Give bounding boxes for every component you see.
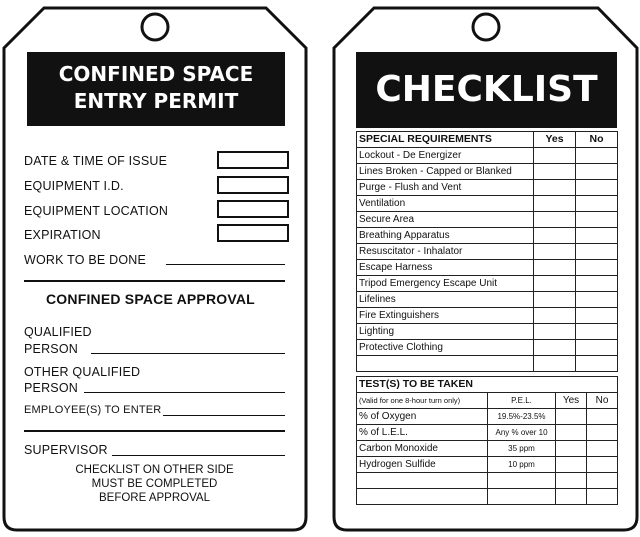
yes-checkbox[interactable] [534, 196, 576, 212]
note-line2: MUST BE COMPLETED [91, 478, 218, 490]
requirement-row [357, 196, 618, 212]
no-checkbox[interactable] [576, 292, 618, 308]
yes-checkbox[interactable] [534, 308, 576, 324]
blank-pel-cell[interactable] [488, 489, 556, 505]
yes-checkbox[interactable] [534, 260, 576, 276]
yes-checkbox[interactable] [534, 228, 576, 244]
test-row-blank [357, 473, 618, 489]
requirement-label: Fire Extinguishers [357, 308, 534, 324]
work-to-be-done-label: WORK TO BE DONE [24, 253, 147, 267]
right-tag-eyelet [473, 14, 499, 40]
permit-title-line2: ENTRY PERMIT [73, 89, 239, 113]
date-time-field[interactable] [217, 151, 289, 169]
no-checkbox[interactable] [576, 164, 618, 180]
requirement-row [357, 244, 618, 260]
supervisor-divider [24, 430, 285, 432]
expiration-label: EXPIRATION [24, 228, 101, 242]
test-pel: 10 ppm [488, 457, 556, 473]
no-checkbox[interactable] [576, 356, 618, 372]
note-line3: BEFORE APPROVAL [99, 492, 210, 504]
blank-test-cell[interactable] [357, 473, 488, 489]
yes-checkbox[interactable] [534, 356, 576, 372]
test-row [357, 425, 618, 441]
tests-header: TEST(S) TO BE TAKEN [357, 377, 618, 393]
no-checkbox[interactable] [576, 212, 618, 228]
requirement-label: Escape Harness [357, 260, 534, 276]
note-line1: CHECKLIST ON OTHER SIDE [75, 464, 234, 476]
no-header: No [576, 132, 618, 148]
requirement-label: Purge - Flush and Vent [357, 180, 534, 196]
permit-title-banner [27, 52, 285, 126]
requirement-label: Lifelines [357, 292, 534, 308]
test-name: Carbon Monoxide [357, 441, 488, 457]
equipment-id-field[interactable] [217, 176, 289, 194]
yes-checkbox[interactable] [534, 276, 576, 292]
requirements-header-row [357, 132, 618, 148]
supervisor-label: SUPERVISOR [24, 443, 108, 457]
blank-pel-cell[interactable] [488, 473, 556, 489]
date-time-label: DATE & TIME OF ISSUE [24, 154, 168, 168]
requirement-label: Secure Area [357, 212, 534, 228]
employees-to-enter-line[interactable] [163, 415, 285, 416]
test-row [357, 409, 618, 425]
requirement-row [357, 180, 618, 196]
yes-checkbox[interactable] [534, 244, 576, 260]
yes-checkbox[interactable] [556, 425, 587, 441]
equipment-location-label: EQUIPMENT LOCATION [24, 204, 169, 218]
test-pel: 19.5%-23.5% [488, 409, 556, 425]
test-pel: Any % over 10 [488, 425, 556, 441]
test-name: % of Oxygen [357, 409, 488, 425]
yes-header: Yes [534, 132, 576, 148]
no-checkbox[interactable] [576, 180, 618, 196]
yes-checkbox[interactable] [556, 409, 587, 425]
requirement-label: Protective Clothing [357, 340, 534, 356]
yes-checkbox[interactable] [534, 212, 576, 228]
requirement-row [357, 212, 618, 228]
work-to-be-done-line[interactable] [166, 264, 285, 265]
no-checkbox[interactable] [576, 260, 618, 276]
requirement-label: Lighting [357, 324, 534, 340]
yes-checkbox[interactable] [534, 292, 576, 308]
no-checkbox[interactable] [576, 148, 618, 164]
no-checkbox[interactable] [587, 457, 618, 473]
test-name: Hydrogen Sulfide [357, 457, 488, 473]
requirement-row [357, 276, 618, 292]
requirement-row [357, 308, 618, 324]
requirement-label: Breathing Apparatus [357, 228, 534, 244]
tests-table [356, 376, 618, 505]
test-pel: 35 ppm [488, 441, 556, 457]
blank-label-cell[interactable] [357, 356, 534, 372]
test-row [357, 441, 618, 457]
tests-validity-note: (Valid for one 8-hour turn only) [357, 393, 488, 409]
tests-yes-header: Yes [556, 393, 587, 409]
yes-checkbox[interactable] [556, 473, 587, 489]
test-name: % of L.E.L. [357, 425, 488, 441]
approval-note [24, 463, 285, 505]
requirement-label: Tripod Emergency Escape Unit [357, 276, 534, 292]
no-checkbox[interactable] [587, 425, 618, 441]
yes-checkbox[interactable] [534, 324, 576, 340]
other-qualified-label-line2: PERSON [24, 381, 78, 395]
employees-to-enter-label: EMPLOYEE(S) TO ENTER [24, 404, 162, 416]
no-checkbox[interactable] [587, 489, 618, 505]
supervisor-line[interactable] [112, 455, 285, 456]
qualified-person-label-line2: PERSON [24, 342, 78, 356]
yes-checkbox[interactable] [534, 148, 576, 164]
no-checkbox[interactable] [587, 409, 618, 425]
requirement-row-blank [357, 356, 618, 372]
requirement-label: Resuscitator - Inhalator [357, 244, 534, 260]
requirement-label: Lines Broken - Capped or Blanked [357, 164, 534, 180]
qualified-person-line[interactable] [91, 353, 285, 354]
approval-title: CONFINED SPACE APPROVAL [46, 291, 255, 307]
yes-checkbox[interactable] [534, 340, 576, 356]
requirements-header: SPECIAL REQUIREMENTS [357, 132, 534, 148]
requirement-label: Lockout - De Energizer [357, 148, 534, 164]
tests-subheader-row [357, 393, 618, 409]
other-qualified-line[interactable] [84, 392, 285, 393]
yes-checkbox[interactable] [556, 441, 587, 457]
blank-test-cell[interactable] [357, 489, 488, 505]
yes-checkbox[interactable] [556, 489, 587, 505]
pel-header: P.E.L. [488, 393, 556, 409]
requirement-row [357, 292, 618, 308]
equipment-id-label: EQUIPMENT I.D. [24, 179, 124, 193]
requirement-row [357, 260, 618, 276]
special-requirements-table [356, 131, 618, 372]
requirement-row [357, 340, 618, 356]
yes-checkbox[interactable] [534, 164, 576, 180]
checklist-title-banner: CHECKLIST [356, 52, 617, 128]
section-divider [24, 280, 285, 282]
tests-header-row [357, 377, 618, 393]
left-tag-eyelet [142, 14, 168, 40]
requirement-label: Ventilation [357, 196, 534, 212]
tests-no-header: No [587, 393, 618, 409]
other-qualified-label-line1: OTHER QUALIFIED [24, 365, 141, 379]
no-checkbox[interactable] [576, 340, 618, 356]
equipment-location-field[interactable] [217, 200, 289, 218]
requirement-row [357, 228, 618, 244]
no-checkbox[interactable] [587, 441, 618, 457]
yes-checkbox[interactable] [534, 180, 576, 196]
test-row [357, 457, 618, 473]
no-checkbox[interactable] [576, 276, 618, 292]
no-checkbox[interactable] [587, 473, 618, 489]
yes-checkbox[interactable] [556, 457, 587, 473]
expiration-field[interactable] [217, 224, 289, 242]
permit-title-line1: CONFINED SPACE [58, 62, 254, 86]
qualified-person-label-line1: QUALIFIED [24, 325, 92, 339]
requirement-row [357, 164, 618, 180]
no-checkbox[interactable] [576, 196, 618, 212]
no-checkbox[interactable] [576, 244, 618, 260]
requirement-row [357, 148, 618, 164]
requirement-row [357, 324, 618, 340]
test-row-blank [357, 489, 618, 505]
no-checkbox[interactable] [576, 228, 618, 244]
no-checkbox[interactable] [576, 308, 618, 324]
no-checkbox[interactable] [576, 324, 618, 340]
